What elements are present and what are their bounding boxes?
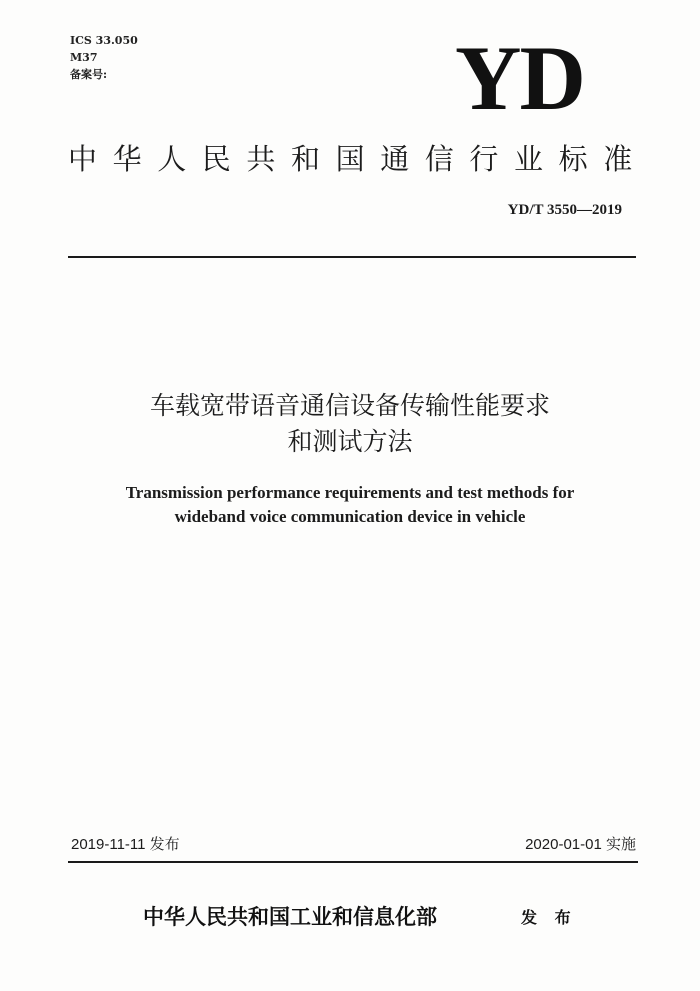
classification-block [70,32,138,83]
chinese-title [0,388,700,460]
industry-standard-heading: 中华人民共和国通信行业标准 [68,142,648,176]
english-title-line-1: Transmission performance requirements and test methods for [125,483,575,502]
publisher-name: 中华人民共和国工业和信息化部 [143,904,437,929]
publish-label: 发 布 [521,908,577,927]
english-title-line-2: wideband voice communication device in vehicle [174,507,526,526]
ics-code: ICS 33.050 [70,34,138,47]
issue-date: 2019-11-11 发布 [71,836,180,853]
header-divider [68,256,636,258]
effective-date: 2020-01-01 实施 [525,836,636,853]
record-number-label: 备案号: [70,68,108,81]
footer-divider [68,861,638,863]
chinese-title-line-1: 车载宽带语音通信设备传输性能要求 [149,391,550,420]
chinese-title-line-2: 和测试方法 [287,427,413,456]
ccs-code: M37 [70,51,98,64]
standard-number: YD/T 3550—2019 [507,202,622,218]
english-title [0,481,700,529]
yd-logo: YD [455,27,584,129]
